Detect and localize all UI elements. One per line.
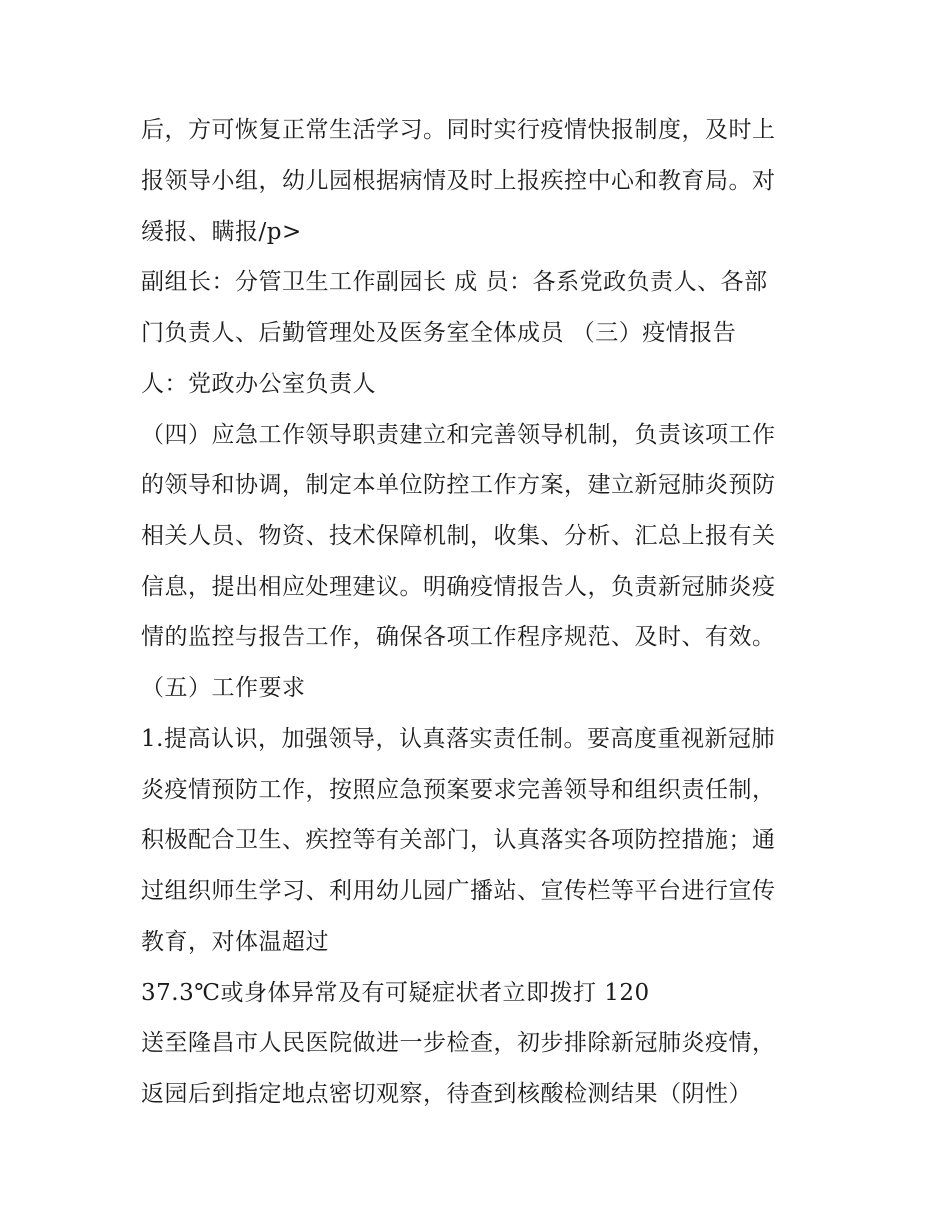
text-line: 人：党政办公室负责人	[141, 371, 376, 397]
text-line: 副组长：分管卫生工作副园长 成 员：各系党政负责人、各部	[141, 269, 768, 295]
text-line: 门负责人、后勤管理处及医务室全体成员 （三）疫情报告	[141, 320, 737, 346]
text-line: 报领导小组，幼儿园根据病情及时上报疾控中心和教育局。对	[141, 168, 776, 194]
text-line: 相关人员、物资、技术保障机制，收集、分析、汇总上报有关	[141, 523, 776, 549]
text-line: 的领导和协调，制定本单位防控工作方案，建立新冠肺炎预防	[141, 472, 776, 498]
section-heading: （五）工作要求	[141, 675, 306, 701]
text-line: 情的监控与报告工作，确保各项工作程序规范、及时、有效。	[141, 624, 776, 650]
text-line: 37.3℃或身体异常及有可疑症状者立即拨打 120	[141, 980, 650, 1006]
text-line: 返园后到指定地点密切观察，待查到核酸检测结果（阴性）	[141, 1081, 752, 1107]
text-line: 送至隆昌市人民医院做进一步检查，初步排除新冠肺炎疫情，	[141, 1030, 776, 1056]
text-line: （四）应急工作领导职责建立和完善领导机制，负责该项工作	[141, 422, 776, 448]
text-line: 后，方可恢复正常生活学习。同时实行疫情快报制度，及时上	[141, 117, 776, 143]
text-line: 炎疫情预防工作，按照应急预案要求完善领导和组织责任制，	[141, 777, 776, 803]
text-line: 1.提高认识，加强领导，认真落实责任制。要高度重视新冠肺	[141, 726, 775, 752]
text-line: 积极配合卫生、疾控等有关部门，认真落实各项防控措施；通	[141, 827, 776, 853]
text-line: 过组织师生学习、利用幼儿园广播站、宣传栏等平台进行宣传	[141, 878, 776, 904]
text-line: 信息，提出相应处理建议。明确疫情报告人，负责新冠肺炎疫	[141, 574, 776, 600]
text-line: 教育，对体温超过	[141, 929, 329, 955]
text-line: 缓报、瞒报/p>	[141, 219, 302, 245]
